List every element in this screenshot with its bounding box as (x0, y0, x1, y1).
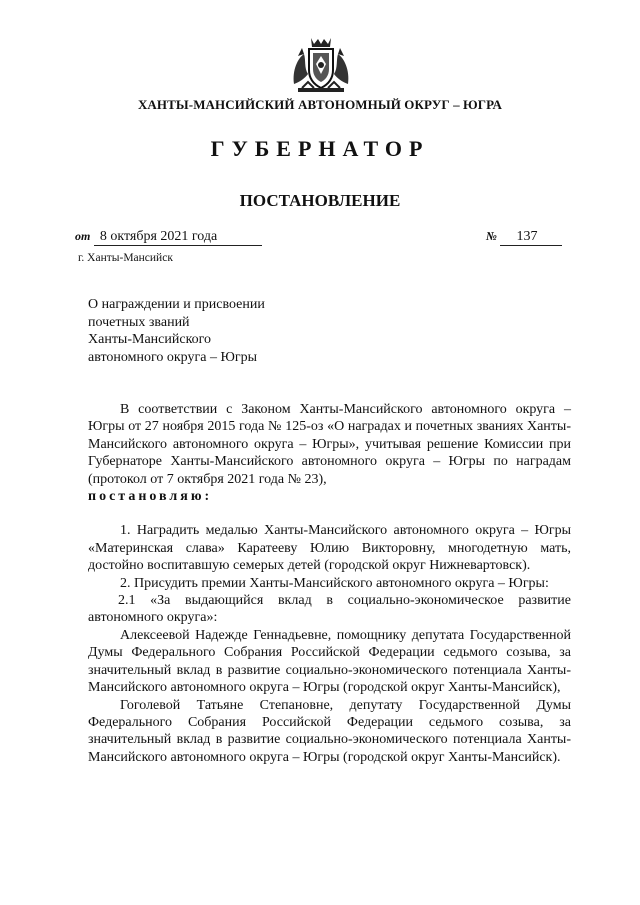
coat-of-arms-emblem (290, 34, 352, 96)
resolve-word: постановляю: (88, 489, 213, 505)
item-1: 1. Наградить медалью Ханты-Мансийского автономного округа – Югры «Материнская слава» Каратееву Юлию Викторовну, многодетную мать, достойно воспитавшую семерых детей (городской округ Нижневартовск). (88, 523, 571, 574)
document-number: 137 (500, 229, 562, 246)
item-2-1: 2.1 «За выдающийся вклад в социально-экономическое развитие автономного округа»: (88, 593, 571, 626)
subject-line: автономного округа – Югры (88, 349, 257, 365)
recipient-paragraph: Гоголевой Татьяне Степановне, депутату Государственной Думы Федерального Собрания Российской Федерации седьмого созыва, за значительный вклад в развитие социально-экономического потенциала Ханты-Мансийского автономного округа – Югры (городской округ Ханты-Мансийск). (88, 697, 571, 765)
document-body (88, 401, 571, 766)
date-row (75, 229, 262, 246)
document-type: ПОСТАНОВЛЕНИЕ (239, 191, 401, 210)
number-row (486, 229, 562, 246)
authority-title: ГУБЕРНАТОР (210, 136, 430, 161)
item-2: 2. Присудить премии Ханты-Мансийского автономного округа – Югры: (120, 575, 549, 591)
number-sign: № (486, 229, 497, 243)
region-title: ХАНТЫ-МАНСИЙСКИЙ АВТОНОМНЫЙ ОКРУГ – ЮГРА (137, 97, 503, 112)
city: г. Ханты-Мансийск (78, 252, 173, 264)
date-prefix: от (75, 229, 91, 243)
recipient-paragraph: Алексеевой Надежде Геннадьевне, помощнику депутата Государственной Думы Федерального Собрания Российской Федерации седьмого созыва, за значительный вклад в развитие социально-экономического потенциала Ханты-Мансийского автономного округа – Югры (городской округ Ханты-Мансийск), (88, 627, 571, 696)
preamble-paragraph: В соответствии с Законом Ханты-Мансийского автономного округа – Югры от 27 ноября 2015 года № 125-оз «О наградах и почетных званиях Ханты-Мансийского автономного округа – Югры», учитывая решение Комиссии при Губернаторе Ханты-Мансийского автономного округа – Югры по наградам (протокол от 7 октября 2021 года № 23), (88, 402, 571, 487)
subject-line: Ханты-Мансийского (88, 332, 212, 347)
subject-line: почетных званий (88, 314, 190, 330)
subject-line: О награждении и присвоении (88, 297, 265, 312)
document-date: 8 октября 2021 года (94, 229, 262, 246)
document-subject (88, 296, 265, 366)
